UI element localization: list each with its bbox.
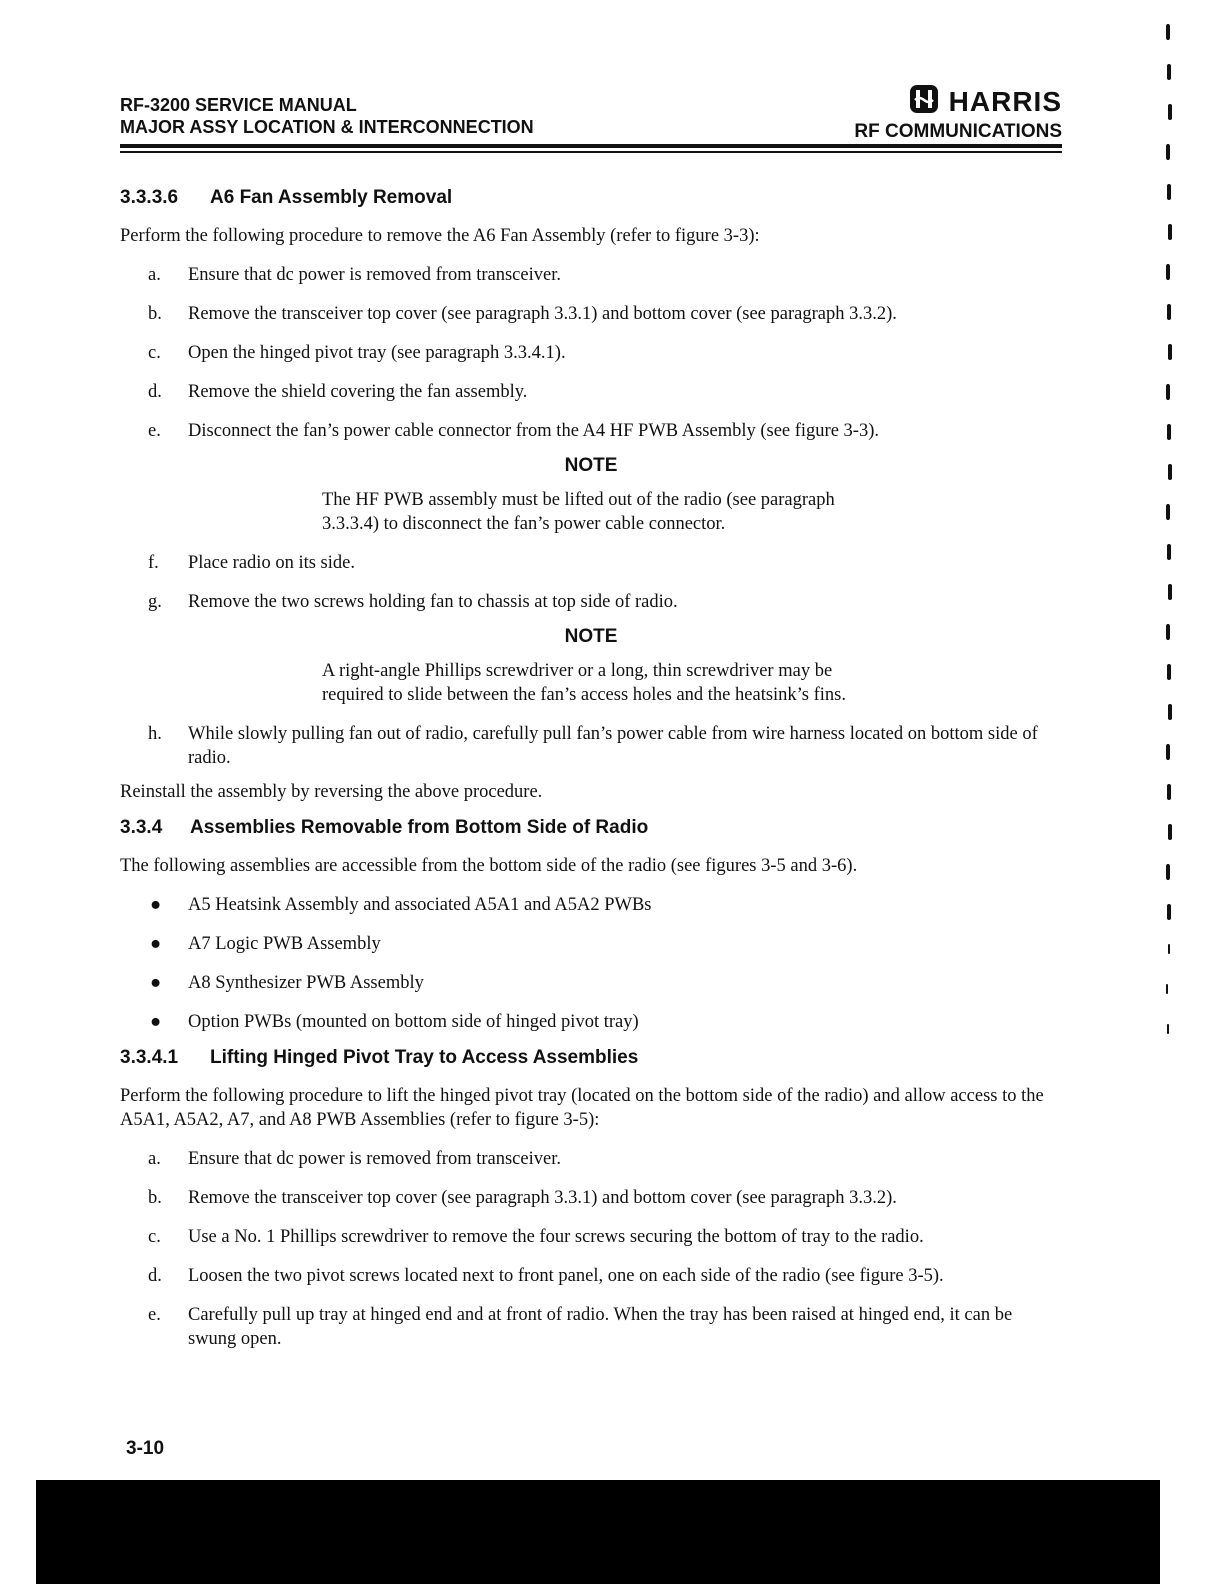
section-title: MAJOR ASSY LOCATION & INTERCONNECTION [120,117,534,137]
section-number: 3.3.4.1 [120,1047,179,1068]
paragraph: The following assemblies are accessible from the bottom side of the radio (see figures 3-5 and 3-6). [120,856,858,876]
scan-edge-mark [1166,24,1170,40]
scan-edge-mark [1168,344,1172,360]
paragraph: Perform the following procedure to lift the hinged pivot tray (located on the bottom side of the radio) and allow access to the A5A1, A5A2, A7, and A8 PWB Assemblies (refer to figure 3-5): [120,1086,1044,1130]
list-item [120,551,1062,575]
scan-edge-mark [1168,464,1172,480]
step-letter: b. [148,304,162,324]
scan-edge-mark [1168,944,1170,954]
list-item [120,590,1062,614]
list-item [120,302,1062,326]
step-letter: b. [148,1188,162,1208]
paragraph: Perform the following procedure to remove the A6 Fan Assembly (refer to figure 3-3): [120,226,760,246]
paragraph: Reinstall the assembly by reversing the above procedure. [120,782,543,802]
section-heading-3336 [120,186,1062,210]
list-item [120,971,1062,995]
manual-title: RF-3200 SERVICE MANUAL [120,95,357,115]
list-item [120,1147,1062,1171]
bullet-icon: ● [150,895,162,915]
brand [854,84,1062,119]
header-rule-thick [120,144,1062,148]
section-heading-text: A6 Fan Assembly Removal [210,187,453,208]
scan-edge-mark [1166,504,1170,520]
bullet-icon: ● [150,1012,162,1032]
step-letter: g. [148,592,162,612]
note-body: The HF PWB assembly must be lifted out of the radio (see paragraph 3.3.3.4) to disconnect the fan’s power cable connector. [322,490,835,534]
scan-edge-mark [1166,144,1170,160]
scan-edge-mark [1167,904,1171,920]
scan-edge-mark [1167,784,1171,800]
list-item [120,932,1062,956]
step-text: Open the hinged pivot tray (see paragraph 3.3.4.1). [188,343,566,363]
step-text: While slowly pulling fan out of radio, carefully pull fan’s power cable from wire harness located on bottom side of radio. [188,724,1038,768]
scan-edge-mark [1167,1024,1169,1034]
brand-name: HARRIS [948,85,1062,117]
list-item [120,1264,1062,1288]
note-body: A right-angle Phillips screwdriver or a long, thin screwdriver may be required to slide between the fan’s access holes and the heatsink’s fins. [322,661,847,705]
bullet-text: A5 Heatsink Assembly and associated A5A1 and A5A2 PWBs [188,895,652,915]
step-letter: a. [148,265,161,285]
scan-edge-mark [1167,304,1171,320]
scan-edge-mark [1166,384,1170,400]
section-heading-334 [120,816,1062,840]
step-text: Remove the transceiver top cover (see paragraph 3.3.1) and bottom cover (see paragraph 3.3.2). [188,1188,897,1208]
scan-edge-mark [1167,64,1171,80]
step-letter: f. [148,553,159,573]
note-title: NOTE [564,626,618,647]
brand-subtitle: RF COMMUNICATIONS [854,121,1062,142]
step-letter: a. [148,1149,161,1169]
list-item [120,722,1062,770]
list-item [120,1010,1062,1034]
step-text: Remove the two screws holding fan to chassis at top side of radio. [188,592,678,612]
scan-edge-mark [1168,584,1172,600]
step-letter: e. [148,1305,161,1325]
scan-edge-mark [1168,104,1172,120]
list-item [120,341,1062,365]
section-number: 3.3.4 [120,817,163,838]
step-letter: h. [148,724,162,744]
list-item [120,263,1062,287]
step-letter: c. [148,1227,161,1247]
section-heading-text: Lifting Hinged Pivot Tray to Access Assemblies [210,1047,639,1068]
scan-edge-mark [1167,184,1171,200]
step-text: Remove the transceiver top cover (see paragraph 3.3.1) and bottom cover (see paragraph 3.3.2). [188,304,897,324]
page-header-right [854,84,1062,143]
list-item [120,380,1062,404]
list-item [120,893,1062,917]
scan-edge-mark [1167,544,1171,560]
scan-edge-mark [1167,424,1171,440]
step-letter: d. [148,382,162,402]
bullet-text: A7 Logic PWB Assembly [188,934,381,954]
step-letter: d. [148,1266,162,1286]
step-text: Remove the shield covering the fan assembly. [188,382,528,402]
scan-edge-mark [1166,744,1170,760]
scan-edge-mark [1168,224,1172,240]
note-title: NOTE [564,455,618,476]
scan-edge-mark [1166,264,1170,280]
step-text: Place radio on its side. [188,553,355,573]
section-heading-text: Assemblies Removable from Bottom Side of Radio [190,817,649,838]
scan-edge-mark [1166,624,1170,640]
list-item [120,419,1062,443]
page-number: 3-10 [126,1438,165,1459]
scan-border-bottom [36,1480,1160,1584]
step-letter: e. [148,421,161,441]
scan-edge-mark [1168,824,1172,840]
step-text: Ensure that dc power is removed from transceiver. [188,265,561,285]
bullet-icon: ● [150,973,162,993]
bullet-text: A8 Synthesizer PWB Assembly [188,973,424,993]
harris-logo-icon [909,84,939,119]
section-heading-3341 [120,1046,1062,1070]
page-header-left [120,94,534,138]
step-text: Use a No. 1 Phillips screwdriver to remove the four screws securing the bottom of tray to the radio. [188,1227,924,1247]
list-item [120,1186,1062,1210]
header-rule-thin [120,151,1062,153]
step-letter: c. [148,343,161,363]
scan-edge-mark [1166,984,1168,994]
step-text: Loosen the two pivot screws located next to front panel, one on each side of the radio (see figure 3-5). [188,1266,944,1286]
scan-edge-mark [1167,664,1171,680]
section-number: 3.3.3.6 [120,187,179,208]
page-content [120,186,1062,1366]
step-text: Ensure that dc power is removed from transceiver. [188,1149,561,1169]
step-text: Disconnect the fan’s power cable connector from the A4 HF PWB Assembly (see figure 3-3). [188,421,879,441]
list-item [120,1303,1062,1351]
bullet-icon: ● [150,934,162,954]
scan-edge-mark [1166,864,1170,880]
bullet-text: Option PWBs (mounted on bottom side of hinged pivot tray) [188,1012,639,1032]
list-item [120,1225,1062,1249]
step-text: Carefully pull up tray at hinged end and at front of radio. When the tray has been raised at hinged end, it can be swung open. [188,1305,1013,1349]
scan-edge-mark [1168,704,1172,720]
